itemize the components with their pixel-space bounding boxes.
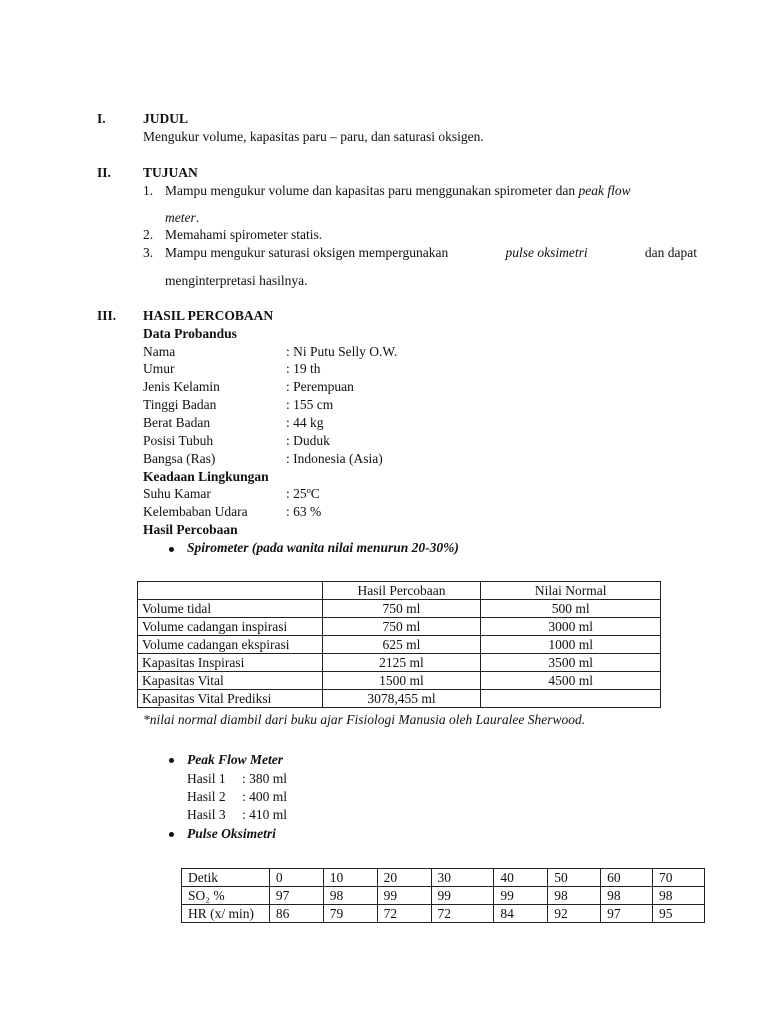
table-cell (138, 582, 323, 600)
tujuan-1-number: 1. (143, 183, 154, 198)
section-2-title: TUJUAN (143, 165, 198, 180)
table-cell: Detik (182, 869, 270, 887)
spirometer-table (137, 581, 661, 708)
section-1-text: Mengukur volume, kapasitas paru – paru, dan saturasi oksigen. (143, 129, 484, 144)
section-1-title: JUDUL (143, 111, 189, 126)
bullet-dot (169, 832, 174, 837)
table-cell: 60 (601, 869, 653, 887)
table-row (138, 690, 661, 708)
probandus-value: : Duduk (286, 433, 330, 448)
probandus-label: Posisi Tubuh (143, 433, 214, 448)
table-cell: 30 (431, 869, 494, 887)
tujuan-3-text-b: dan dapat (644, 245, 697, 260)
tujuan-1-italic: peak flow (578, 183, 631, 198)
tujuan-3-number: 3. (143, 245, 154, 260)
table-cell: SO₂ % (182, 887, 270, 905)
table-cell: 3078,455 ml (322, 690, 481, 708)
table-cell: 750 ml (322, 618, 481, 636)
tujuan-1-period: . (195, 210, 200, 225)
section-3-number: III. (97, 308, 117, 323)
table-cell: 72 (377, 905, 431, 923)
table-header: Hasil Percobaan (322, 582, 481, 600)
table-row (182, 905, 705, 923)
tujuan-1-line2 (165, 210, 199, 226)
table-row (182, 869, 705, 887)
table-row (138, 582, 661, 600)
probandus-label: Umur (143, 361, 175, 376)
table-cell: 70 (653, 869, 705, 887)
section-2-number: II. (97, 165, 111, 180)
table-cell: Kapasitas Vital Prediksi (138, 690, 323, 708)
section-1-number: I. (97, 111, 106, 126)
table-cell: Volume cadangan inspirasi (138, 618, 323, 636)
table-cell: Volume cadangan ekspirasi (138, 636, 323, 654)
section-3-title: HASIL PERCOBAAN (143, 308, 274, 323)
table-cell: 40 (494, 869, 548, 887)
lingkungan-label: Kelembaban Udara (143, 504, 248, 519)
probandus-label: Berat Badan (143, 415, 211, 430)
table-cell: 95 (653, 905, 705, 923)
peak-value: : 400 ml (242, 789, 288, 804)
probandus-value: : 19 th (286, 361, 321, 376)
table-row (138, 672, 661, 690)
table-cell: 92 (548, 905, 601, 923)
peak-label: Hasil 1 (187, 771, 226, 786)
tujuan-2-text: Memahami spirometer statis. (165, 227, 323, 242)
table-cell: 98 (653, 887, 705, 905)
table-row (138, 636, 661, 654)
probandus-label: Jenis Kelamin (143, 379, 220, 394)
table-cell: 86 (269, 905, 323, 923)
table-cell: 99 (377, 887, 431, 905)
probandus-value: : Perempuan (286, 379, 354, 394)
probandus-label: Nama (143, 344, 176, 359)
peak-value: : 410 ml (242, 807, 288, 822)
lingkungan-value: : 25ºC (286, 486, 320, 501)
bullet-dot (169, 758, 174, 763)
peak-flow-bullet: Peak Flow Meter (187, 752, 283, 767)
table-header: Nilai Normal (481, 582, 661, 600)
probandus-value: : 44 kg (286, 415, 324, 430)
table-cell: 1500 ml (322, 672, 481, 690)
table-cell: 750 ml (322, 600, 481, 618)
table-row (138, 618, 661, 636)
probandus-heading: Data Probandus (143, 326, 237, 341)
peak-value: : 380 ml (242, 771, 288, 786)
table-cell: 98 (323, 887, 377, 905)
tujuan-2-number: 2. (143, 227, 154, 242)
table-cell: 500 ml (481, 600, 661, 618)
table-cell: 84 (494, 905, 548, 923)
table-cell: Kapasitas Vital (138, 672, 323, 690)
table-cell: Kapasitas Inspirasi (138, 654, 323, 672)
table-cell: 99 (494, 887, 548, 905)
table-cell (481, 690, 661, 708)
table-cell: 1000 ml (481, 636, 661, 654)
table-cell: 3500 ml (481, 654, 661, 672)
table-cell: 2125 ml (322, 654, 481, 672)
lingkungan-label: Suhu Kamar (143, 486, 211, 501)
table-cell: 625 ml (322, 636, 481, 654)
table-cell: 97 (269, 887, 323, 905)
probandus-label: Bangsa (Ras) (143, 451, 216, 466)
lingkungan-value: : 63 % (286, 504, 322, 519)
table-cell: 97 (601, 905, 653, 923)
probandus-label: Tinggi Badan (143, 397, 217, 412)
table-cell: 72 (431, 905, 494, 923)
table-cell: Volume tidal (138, 600, 323, 618)
peak-label: Hasil 3 (187, 807, 226, 822)
table-row (182, 887, 705, 905)
tujuan-3-line1 (165, 245, 697, 261)
tujuan-3-line2: menginterpretasi hasilnya. (165, 273, 308, 288)
table-cell: 3000 ml (481, 618, 661, 636)
table-cell: 79 (323, 905, 377, 923)
table-cell: 98 (548, 887, 601, 905)
spirometer-note: *nilai normal diambil dari buku ajar Fisiologi Manusia oleh Lauralee Sherwood. (143, 712, 586, 727)
tujuan-1-text: Mampu mengukur volume dan kapasitas paru menggunakan spirometer dan (165, 183, 576, 198)
table-row (138, 600, 661, 618)
table-row (138, 654, 661, 672)
bullet-dot (169, 547, 174, 552)
table-cell: 10 (323, 869, 377, 887)
table-cell: 50 (548, 869, 601, 887)
tujuan-3-italic: pulse oksimetri (505, 245, 588, 260)
spirometer-bullet: Spirometer (pada wanita nilai menurun 20-30%) (187, 540, 459, 555)
tujuan-3-text-a: Mampu mengukur saturasi oksigen mempergunakan (165, 245, 449, 260)
table-cell: HR (x/ min) (182, 905, 270, 923)
probandus-value: : 155 cm (286, 397, 334, 412)
table-cell: 99 (431, 887, 494, 905)
table-cell: 98 (601, 887, 653, 905)
table-cell: 20 (377, 869, 431, 887)
pulse-oksimetri-bullet: Pulse Oksimetri (187, 826, 276, 841)
tujuan-1-italic-2: meter (165, 210, 196, 225)
table-cell: 4500 ml (481, 672, 661, 690)
pulse-table (181, 868, 705, 923)
lingkungan-heading: Keadaan Lingkungan (143, 469, 269, 484)
probandus-value: : Indonesia (Asia) (286, 451, 383, 466)
peak-label: Hasil 2 (187, 789, 226, 804)
hasil-heading: Hasil Percobaan (143, 522, 238, 537)
probandus-value: : Ni Putu Selly O.W. (286, 344, 398, 359)
table-cell: 0 (269, 869, 323, 887)
tujuan-1-line1 (165, 183, 697, 199)
